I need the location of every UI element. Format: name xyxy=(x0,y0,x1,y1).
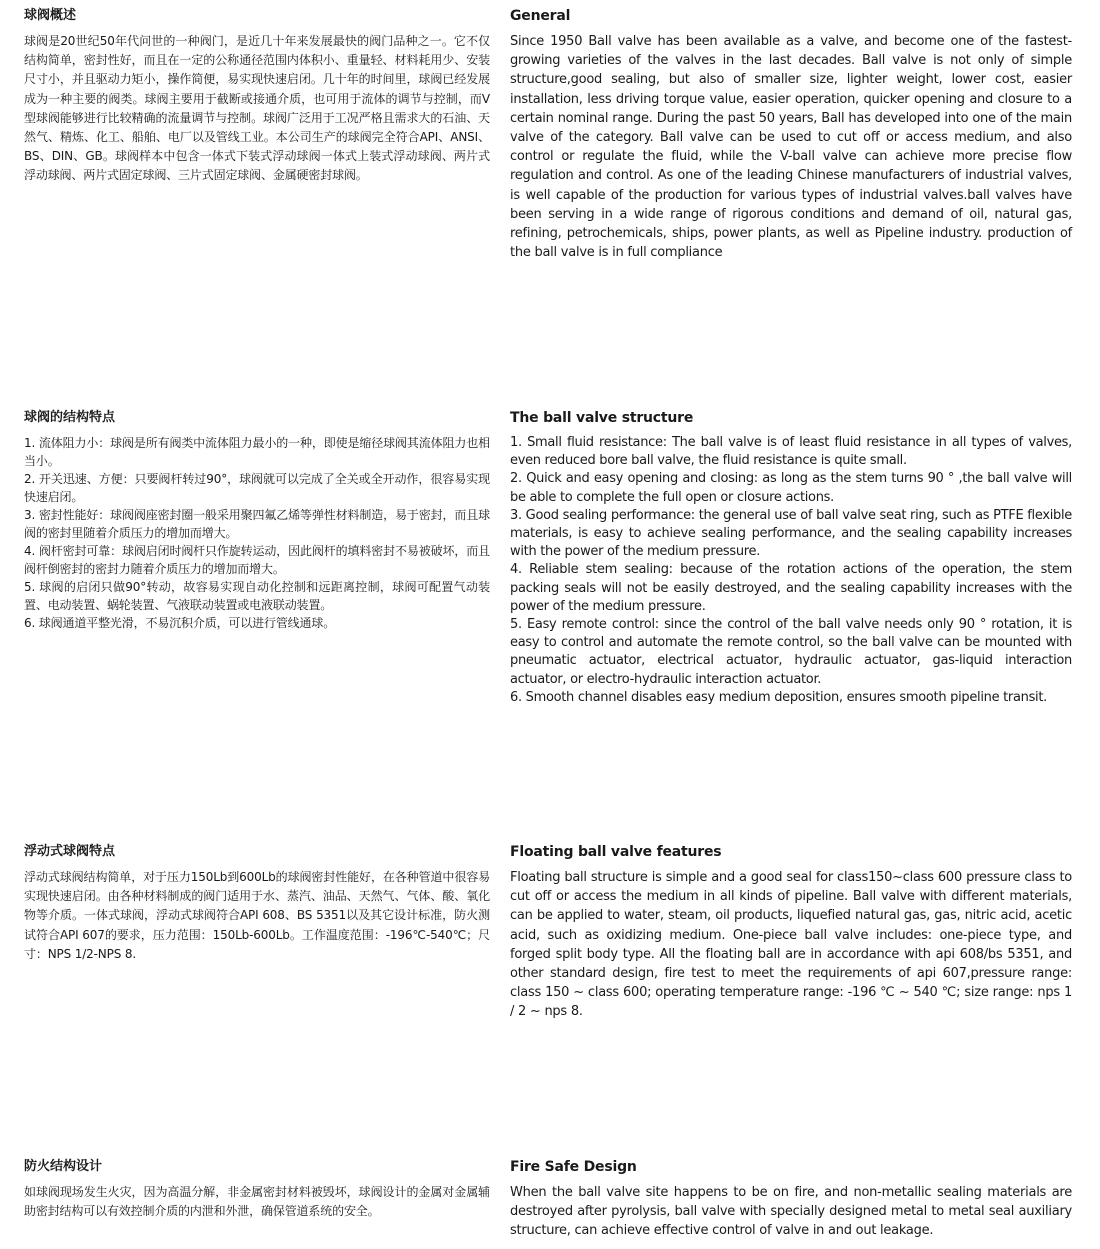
structure-en-item: 3. Good sealing performance: the general use of ball valve seat ring, such as PTFE flexible materials, is easy to achieve sealing performance, and the sealing capability increases with the power of the medium pressure. xyxy=(510,507,1072,560)
structure-cn-item: 4. 阀杆密封可靠：球阀启闭时阀杆只作旋转运动，因此阀杆的填料密封不易被破坏，而且阀杆倒密封的密封力随着介质压力的增加而增大。 xyxy=(24,544,490,576)
structure-en-column xyxy=(510,408,1072,707)
structure-en-item: 1. Small fluid resistance: The ball valve is of least fluid resistance in all types of valves, even reduced bore ball valve, the fluid resistance is quite small. xyxy=(510,435,1072,469)
general-cn-heading: 球阀概述 xyxy=(24,8,77,23)
structure-en-item: 5. Easy remote control: since the control of the ball valve needs only 90 ° rotation, it is easy to control and automate the remote control, so the ball valve can be mounted with pneumatic actuator, electrical actuator, hydraulic actuator, gas-liquid interaction actuator, or electro-hydraulic interaction actuator. xyxy=(510,617,1072,687)
structure-en-heading: The ball valve structure xyxy=(510,410,694,426)
fire-safe-cn-body: 如球阀现场发生火灾，因为高温分解，非金属密封材料被毁坏，球阀设计的金属对金属辅助密封结构可以有效控制介质的内泄和外泄，确保管道系统的安全。 xyxy=(24,1185,490,1219)
structure-en-item: 6. Smooth channel disables easy medium deposition, ensures smooth pipeline transit. xyxy=(510,689,1047,705)
general-en-body: Since 1950 Ball valve has been available as a valve, and become one of the fastest-growing varieties of the valves in the last decades. Ball valve is not only of simple structure,good sealing, but also of smaller size, lighter weight, lower cost, easier installation, less driving torque value, easier operation, quicker opening and closure to a certain nominal range. During the past 50 years, Ball has developed into one of the main valve of the category. Ball valve can be used to cut off or access medium, and also control or regulate the fluid, while the V-ball valve can achieve more precise flow regulation and control. As one of the leading Chinese manufacturers of industrial valves, is well capable of the production for various types of industrial valves.ball valves have been serving in a wide range of rigorous conditions and demand of oil, natural gas, refining, petrochemicals, ships, power plants, as well as Pipeline industry. production of the ball valve is in full compliance xyxy=(510,34,1072,261)
fire-safe-cn-column xyxy=(24,1157,490,1221)
floating-cn-heading: 浮动式球阀特点 xyxy=(24,844,116,859)
structure-cn-item: 1. 流体阻力小：球阀是所有阀类中流体阻力最小的一种，即使是缩径球阀其流体阻力也相当小。 xyxy=(24,436,490,468)
general-cn-body: 球阀是20世纪50年代问世的一种阀门，是近几十年来发展最快的阀门品种之一。它不仅结构简单，密封性好，而且在一定的公称通径范围内体积小、重量轻、材料耗用少、安装尺寸小，并且驱动力矩小，操作简便，易实现快速启闭。几十年的时间里，球阀已经发展成为一种主要的阀类。球阀主要用于截断或接通介质，也可用于流体的调节与控制，而V型球阀能够进行比较精确的流量调节与控制。球阀广泛用于工况严格且需求大的石油、天然气、精炼、化工、船舶、电厂以及管线工业。本公司生产的球阀完全符合API、ANSI、BS、DIN、GB。球阀样本中包含一体式下装式浮动球阀一体式上装式浮动球阀、两片式浮动球阀、两片式固定球阀、三片式固定球阀、金属硬密封球阀。 xyxy=(24,34,490,183)
fire-safe-en-column xyxy=(510,1157,1072,1241)
general-en-column xyxy=(510,6,1072,262)
structure-cn-item: 3. 密封性能好：球阀阀座密封圈一般采用聚四氟乙烯等弹性材料制造，易于密封，而且球阀的密封里随着介质压力的增加而增大。 xyxy=(24,508,490,540)
structure-cn-item: 6. 球阀通道平整光滑，不易沉积介质，可以进行管线通球。 xyxy=(24,616,336,630)
structure-cn-column xyxy=(24,408,490,632)
general-en-heading: General xyxy=(510,8,571,24)
structure-cn-item: 5. 球阀的启闭只做90°转动，故容易实现自动化控制和远距离控制，球阀可配置气动装置、电动装置、蜗轮装置、气液联动装置或电液联动装置。 xyxy=(24,580,490,612)
structure-cn-heading: 球阀的结构特点 xyxy=(24,410,116,425)
fire-safe-en-body: When the ball valve site happens to be on fire, and non-metallic sealing materials are destroyed after pyrolysis, ball valve with specially designed metal to metal seal auxiliary structure, can achieve effective control of valve in and out leakage. xyxy=(510,1185,1072,1239)
floating-en-column xyxy=(510,842,1072,1022)
floating-en-heading: Floating ball valve features xyxy=(510,844,722,860)
structure-cn-item: 2. 开关迅速、方便：只要阀杆转过90°，球阀就可以完成了全关或全开动作，很容易实现快速启闭。 xyxy=(24,472,490,504)
floating-en-body: Floating ball structure is simple and a good seal for class150~class 600 pressure class to cut off or access the medium in all kinds of pipeline. Ball valve with different materials, can be applied to water, steam, oil products, liquefied natural gas, gas, nitric acid, acetic acid, such as oxidizing medium. One-piece ball valve includes: one-piece type, and forged split body type. All the floating ball are in accordance with api 608/bs 5351, and other standard design, fire test to meet the requirements of api 607,pressure range: class 150 ~ class 600; operating temperature range: -196 ℃ ~ 540 ℃; size range: nps 1 / 2 ~ nps 8. xyxy=(510,870,1072,1020)
floating-cn-body: 浮动式球阀结构简单，对于压力150Lb到600Lb的球阀密封性能好，在各种管道中很容易实现快速启闭。由各种材料制成的阀门适用于水、蒸汽、油品、天然气、气体、酸、氧化物等介质。一体式球阀，浮动式球阀符合API 608、BS 5351以及其它设计标准，防火测试符合API 607的要求，压力范围：150Lb-600Lb。工作温度范围：-196℃-540℃；尺寸：NPS 1/2-NPS 8. xyxy=(24,870,490,961)
fire-safe-cn-heading: 防火结构设计 xyxy=(24,1159,103,1174)
structure-en-item: 2. Quick and easy opening and closing: as long as the stem turns 90 ° ,the ball valve will be able to complete the full open or closure actions. xyxy=(510,471,1072,505)
general-cn-column xyxy=(24,6,490,186)
floating-cn-column xyxy=(24,842,490,964)
structure-en-item: 4. Reliable stem sealing: because of the rotation actions of the operation, the stem packing seals will not be easily destroyed, and the sealing capability increases with the power of the medium pressure. xyxy=(510,562,1072,614)
fire-safe-en-heading: Fire Safe Design xyxy=(510,1159,637,1175)
